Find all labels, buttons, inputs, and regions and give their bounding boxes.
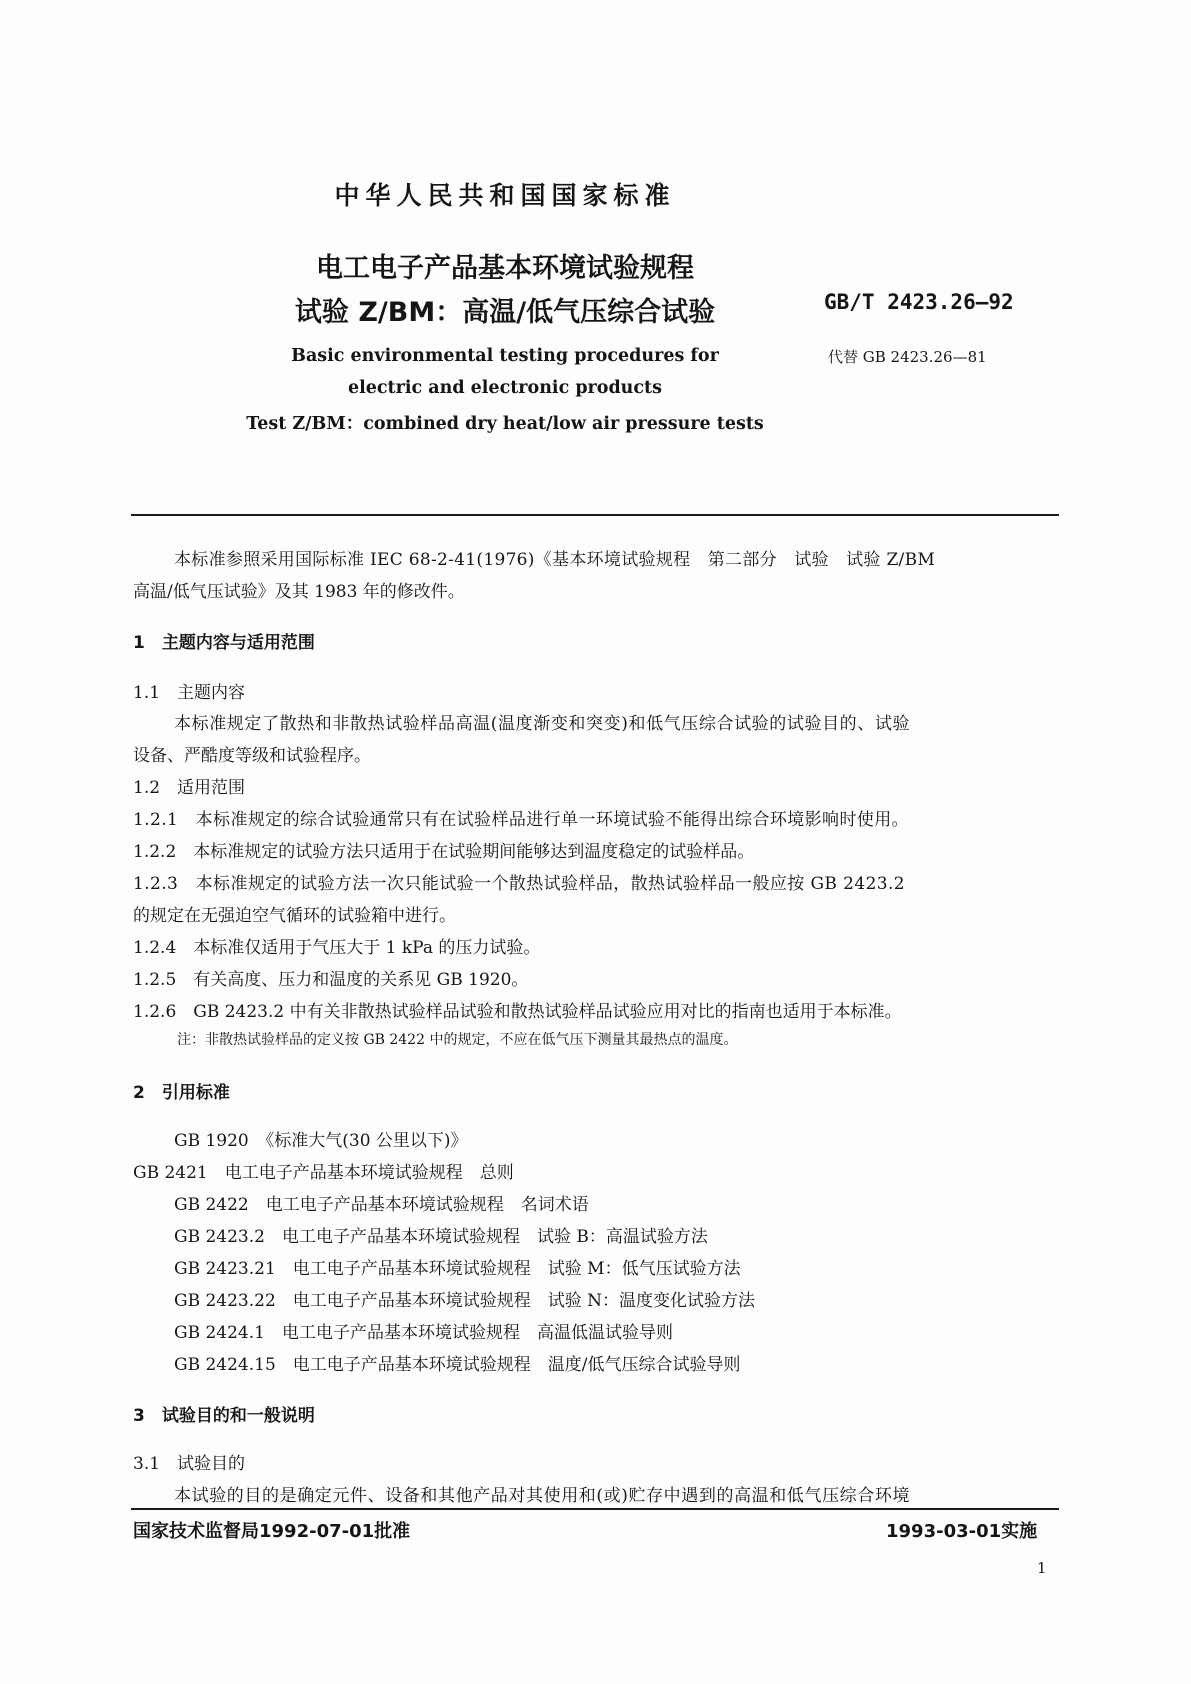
section-1-1-title: 1.1 主题内容 [133,683,246,703]
section-1-2-3-line1: 1.2.3 本标准规定的试验方法一次只能试验一个散热试验样品，散热试验样品一般应按 GB 2423.2 [133,874,906,894]
reference-item: GB 2424.15 电工电子产品基本环境试验规程 温度/低气压综合试验导则 [174,1355,741,1375]
section-1-2-1: 1.2.1 本标准规定的综合试验通常只有在试验样品进行单一环境试验不能得出综合环境影响时使用。 [133,810,910,830]
title-en-line2: electric and electronic products [347,378,662,398]
effective-date: 1993-03-01实施 [886,1521,1038,1542]
section-2-heading: 2 引用标准 [133,1083,230,1103]
section-1-2-3-line2: 的规定在无强迫空气循环的试验箱中进行。 [133,906,456,926]
section-1-2-2: 1.2.2 本标准规定的试验方法只适用于在试验期间能够达到温度稳定的试验样品。 [133,842,755,862]
approval-note: 国家技术监督局1992-07-01批准 [133,1521,411,1542]
standard-code: GB/T 2423.26—92 [824,290,1014,314]
section-1-note: 注：非散热试验样品的定义按 GB 2422 中的规定，不应在低气压下测量其最热点的温度。 [177,1032,738,1048]
intro-line2: 高温/低气压试验》及其 1983 年的修改件。 [133,582,465,602]
section-1-1-line2: 设备、严酷度等级和试验程序。 [133,746,371,766]
reference-item: GB 1920 《标准大气(30 公里以下)》 [174,1131,468,1151]
reference-item: GB 2424.1 电工电子产品基本环境试验规程 高温低温试验导则 [174,1323,673,1343]
section-1-1-line1: 本标准规定了散热和非散热试验样品高温(温度渐变和突变)和低气压综合试验的试验目的、试验 [174,714,911,734]
reference-item: GB 2421 电工电子产品基本环境试验规程 总则 [133,1163,514,1183]
standard-title: 中华人民共和国国家标准 [334,181,676,210]
section-1-2-6: 1.2.6 GB 2423.2 中有关非散热试验样品试验和散热试验样品试验应用对比的指南也适用于本标准。 [133,1002,902,1022]
intro-line1: 本标准参照采用国际标准 IEC 68-2-41(1976)《基本环境试验规程 第二部分 试验 试验 Z/BM [174,550,936,570]
title-zh-line2: 试验 Z/BM：高温/低气压综合试验 [294,297,716,328]
reference-item: GB 2423.21 电工电子产品基本环境试验规程 试验 M：低气压试验方法 [174,1259,741,1279]
title-en-line3: Test Z/BM：combined dry heat/low air pressure tests [246,414,764,434]
footer-rule [131,1508,1059,1510]
header-rule [131,514,1059,516]
title-en-line1: Basic environmental testing procedures for [291,346,719,366]
reference-item: GB 2423.22 电工电子产品基本环境试验规程 试验 N：温度变化试验方法 [174,1291,756,1311]
section-3-heading: 3 试验目的和一般说明 [133,1406,315,1426]
section-3-1-line1: 本试验的目的是确定元件、设备和其他产品对其使用和(或)贮存中遇到的高温和低气压综合环境 [174,1486,911,1506]
page-number: 1 [1037,1559,1047,1577]
section-1-heading: 1 主题内容与适用范围 [133,633,315,653]
section-3-1-title: 3.1 试验目的 [133,1454,246,1474]
section-1-2-title: 1.2 适用范围 [133,778,246,798]
replaces-note: 代替 GB 2423.26—81 [828,348,987,366]
reference-item: GB 2423.2 电工电子产品基本环境试验规程 试验 B：高温试验方法 [174,1227,708,1247]
section-1-2-5: 1.2.5 有关高度、压力和温度的关系见 GB 1920。 [133,970,529,990]
title-zh-line1: 电工电子产品基本环境试验规程 [316,253,694,284]
reference-item: GB 2422 电工电子产品基本环境试验规程 名词术语 [174,1195,589,1215]
section-1-2-4: 1.2.4 本标准仅适用于气压大于 1 kPa 的压力试验。 [133,938,541,958]
